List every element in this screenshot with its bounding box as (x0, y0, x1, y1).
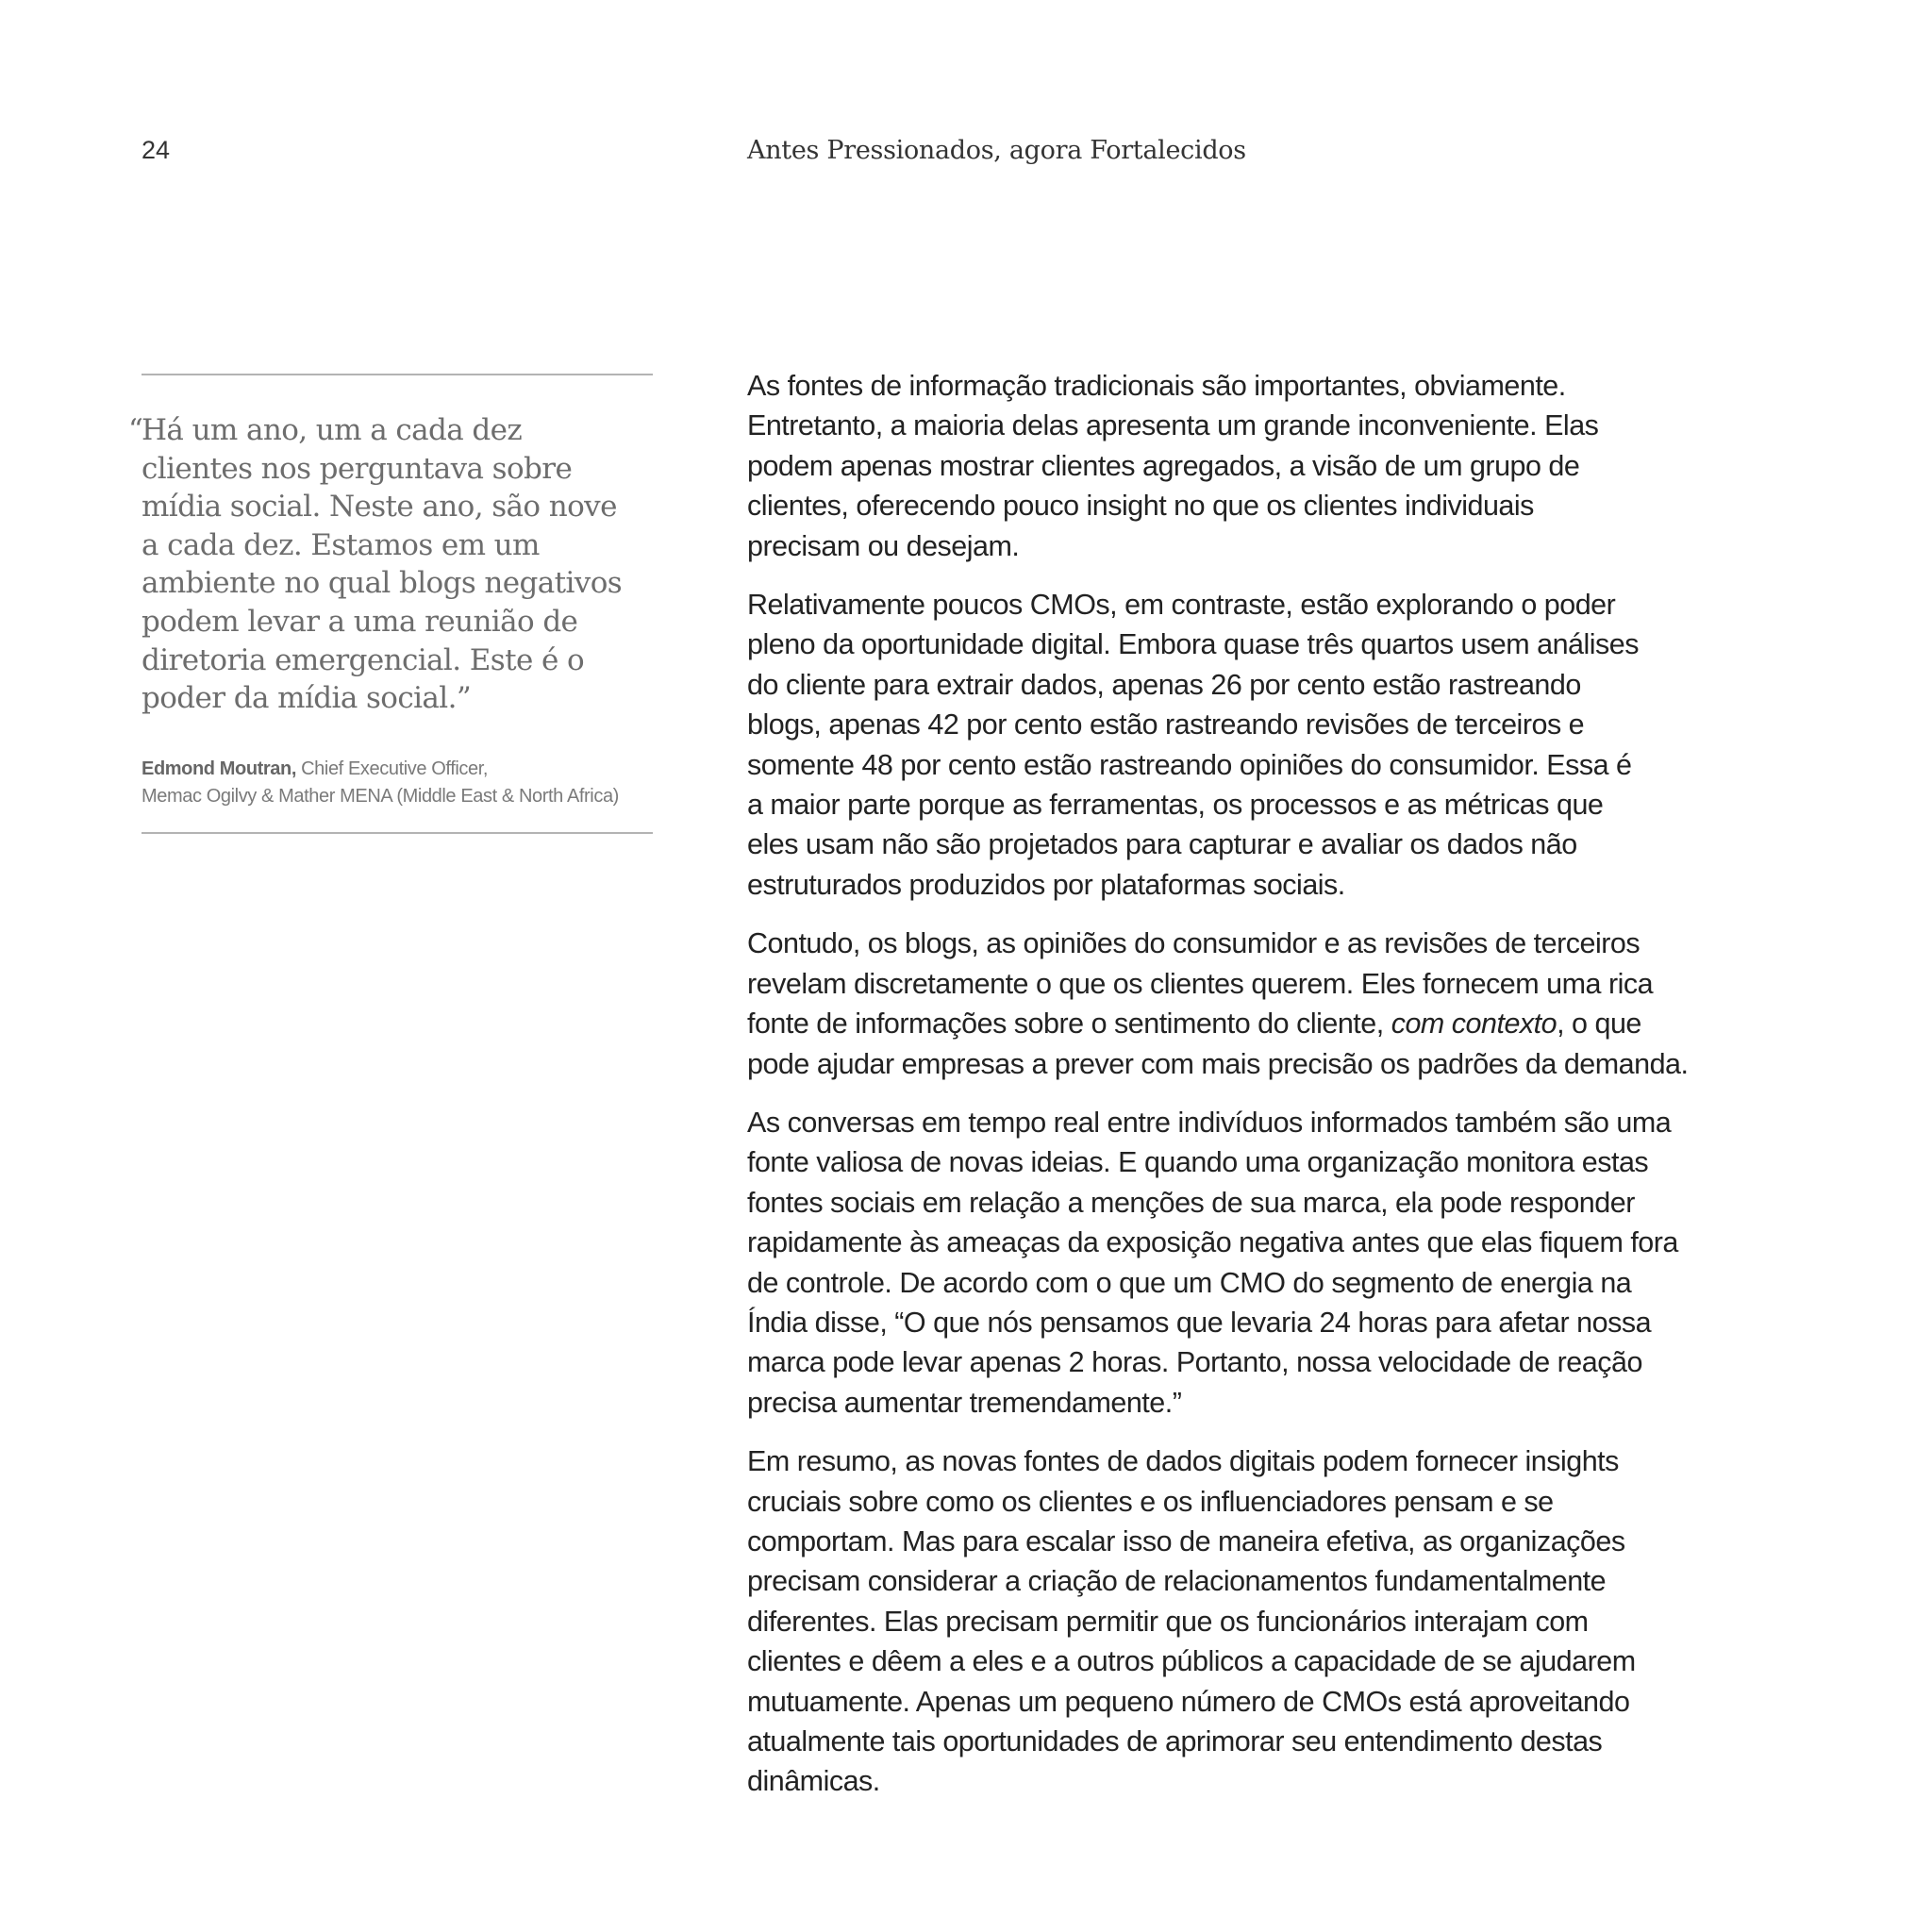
attribution-org: Memac Ogilvy & Mather MENA (Middle East & North Africa) (142, 785, 619, 807)
text-line: fontes sociais em relação a menções de sua marca, ela pode responder (747, 1186, 1635, 1219)
text-line: Em resumo, as novas fontes de dados digitais podem fornecer insights (747, 1445, 1619, 1478)
text-line: precisam considerar a criação de relacionamentos fundamentalmente (747, 1565, 1607, 1598)
text-segment: , o que (1557, 1008, 1641, 1041)
text-line: precisam ou desejam. (747, 529, 1020, 562)
pull-quote-text (128, 411, 670, 718)
text-line: As conversas em tempo real entre indivíduos informados também são uma (747, 1106, 1672, 1139)
text-line: atualmente tais oportunidades de aprimorar seu entendimento destas (747, 1725, 1603, 1757)
text-line: diferentes. Elas precisam permitir que os funcionários interajam com (747, 1605, 1589, 1638)
text-line: Relativamente poucos CMOs, em contraste, estão explorando o poder (747, 589, 1616, 622)
page-number: 24 (142, 136, 171, 164)
text-line: Índia disse, “O que nós pensamos que levaria 24 horas para afetar nossa (747, 1306, 1652, 1339)
text-line: marca pode levar apenas 2 horas. Portanto, nossa velocidade de reação (747, 1346, 1642, 1379)
body-text (747, 366, 1689, 1821)
text-line: de controle. De acordo com o que um CMO do segmento de energia na (747, 1266, 1632, 1299)
running-title: Antes Pressionados, agora Fortalecidos (747, 136, 1246, 165)
text-segment: fonte de informações sobre o sentimento do cliente, (747, 1008, 1391, 1041)
pull-quote (128, 411, 670, 810)
text-line: blogs, apenas 42 por cento estão rastreando revisões de terceiros e (747, 708, 1585, 741)
attribution-name: Edmond Moutran, (142, 758, 296, 779)
attribution-line-1 (142, 756, 670, 783)
quote-line: clientes nos perguntava sobre (142, 451, 573, 486)
text-line: estruturados produzidos por plataformas sociais. (747, 868, 1345, 901)
text-line: do cliente para extrair dados, apenas 26 por cento estão rastreando (747, 668, 1581, 701)
text-line: precisa aumentar tremendamente.” (747, 1386, 1182, 1419)
quote-line: mídia social. Neste ano, são nove (142, 490, 617, 525)
emphasized-text: com contexto (1391, 1008, 1557, 1041)
quote-attribution (142, 756, 670, 810)
paragraph-2 (747, 585, 1672, 905)
text-line: pode ajudar empresas a prever com mais precisão os padrões da demanda. (747, 1047, 1689, 1080)
text-line: fonte valiosa de novas ideias. E quando uma organização monitora estas (747, 1146, 1649, 1179)
text-line: Contudo, os blogs, as opiniões do consumidor e as revisões de terceiros (747, 927, 1641, 960)
text-line: a maior parte porque as ferramentas, os processos e as métricas que (747, 789, 1604, 822)
paragraph-4 (747, 1103, 1678, 1423)
attribution-role: Chief Executive Officer, (295, 758, 489, 779)
paragraph-3 (747, 924, 1689, 1084)
paragraph-5 (747, 1441, 1672, 1802)
pull-quote-bottom-rule (142, 832, 653, 834)
text-line: dinâmicas. (747, 1765, 880, 1798)
text-line: rapidamente às ameaças da exposição negativa antes que elas fiquem fora (747, 1226, 1678, 1259)
text-line: revelam discretamente o que os clientes querem. Eles fornecem uma rica (747, 967, 1654, 1000)
quote-line: ambiente no qual blogs negativos (142, 566, 623, 601)
text-line: cruciais sobre como os clientes e os influenciadores pensam e se (747, 1485, 1554, 1518)
quote-line: Há um ano, um a cada dez (142, 413, 523, 447)
text-line: pleno da oportunidade digital. Embora quase três quartos usem análises (747, 628, 1640, 661)
quote-line: diretoria emergencial. Este é o (142, 642, 585, 677)
text-line: As fontes de informação tradicionais são importantes, obviamente. (747, 370, 1566, 402)
paragraph-1 (747, 366, 1672, 566)
pull-quote-top-rule (142, 374, 653, 375)
text-line: comportam. Mas para escalar isso de maneira efetiva, as organizações (747, 1524, 1625, 1557)
text-line: podem apenas mostrar clientes agregados, a visão de um grupo de (747, 449, 1580, 482)
text-line: Entretanto, a maioria delas apresenta um grande inconveniente. Elas (747, 409, 1599, 442)
open-quote-mark: “ (128, 413, 143, 447)
quote-line: a cada dez. Estamos em um (142, 527, 540, 562)
text-line: eles usam não são projetados para capturar e avaliar os dados não (747, 828, 1577, 861)
text-line: mutuamente. Apenas um pequeno número de CMOs está aproveitando (747, 1685, 1630, 1718)
quote-line: podem levar a uma reunião de (142, 604, 578, 639)
text-line: somente 48 por cento estão rastreando opiniões do consumidor. Essa é (747, 748, 1632, 781)
quote-line: poder da mídia social.” (142, 681, 472, 716)
text-line (747, 1004, 1672, 1043)
text-line: clientes e dêem a eles e a outros públicos a capacidade de se ajudarem (747, 1645, 1636, 1678)
text-line: clientes, oferecendo pouco insight no que os clientes individuais (747, 490, 1534, 523)
